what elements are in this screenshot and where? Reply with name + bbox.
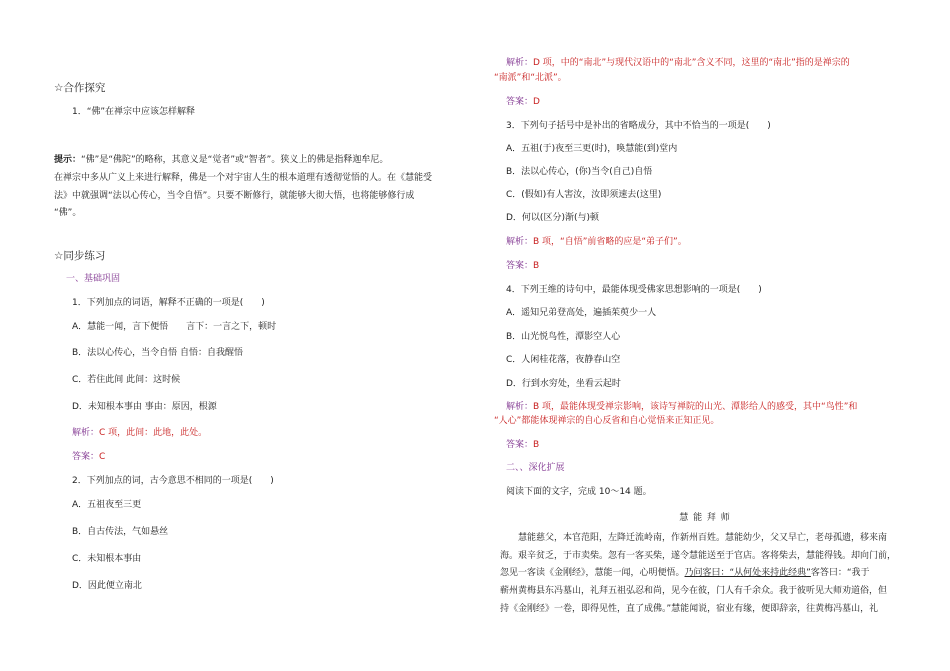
hint-line-4: “佛”。 [54, 208, 82, 218]
exercise-4-answer [506, 439, 539, 451]
exercise-4-analysis-line-1 [506, 401, 857, 413]
hint-line-3: 法》中就强调“法以心传心，当令自悟”。只要不断修行，就能够大彻大悟，也将能够修行成 [54, 191, 415, 201]
reading-intro: 阅读下面的文字，完成 10～14 题。 [506, 487, 652, 497]
hint-label: 提示： [54, 155, 82, 165]
question-1: 1．“佛”在禅宗中应该怎样解释 [72, 107, 196, 117]
analysis-label: 解析： [506, 402, 534, 412]
exercise-3-question: 3．下列句子括号中是补出的省略成分，其中不恰当的一项是( ) [506, 121, 771, 131]
exercise-2-question: 2．下列加点的词，古今意思不相同的一项是( ) [72, 476, 274, 486]
answer-text: B [533, 440, 540, 450]
exercise-4-option-b: B．山光悦鸟性，潭影空人心 [506, 332, 621, 342]
exercise-2-option-d: D．因此便立南北 [72, 581, 142, 591]
exercise-3-option-b: B．法以心传心，(你)当令(自己)自悟 [506, 167, 653, 177]
passage-underlined-sentence: 乃问客曰：“从何处来持此经典” [684, 568, 811, 578]
hint-text-1: “佛”是“佛陀”的略称，其意义是“觉者”或“智者”。狭义上的佛是指释迦牟尼。 [81, 155, 389, 165]
exercise-2-option-c: C．未知根本事由 [72, 554, 142, 564]
section-cooperative-inquiry: ☆合作探究 [54, 82, 106, 94]
exercise-1-question: 1．下列加点的词语，解释不正确的一项是( ) [72, 298, 265, 308]
exercise-1-option-d: D．未知根本事由 事由：原因，根源 [72, 402, 217, 412]
answer-label: 答案： [506, 261, 534, 271]
exercise-3-analysis [506, 236, 687, 248]
analysis-text: B 项，“自悟”前省略的应是“弟子们”。 [533, 237, 687, 247]
exercise-4-question: 4．下列王维的诗句中，最能体现受佛家思想影响的一项是( ) [506, 285, 762, 295]
answer-text: C [99, 452, 106, 462]
passage-line-2: 海。艰辛贫乏，于市卖柴。忽有一客买柴，遂令慧能送至于官店。客将柴去，慧能得钱。却向门前， [500, 551, 897, 561]
exercise-2-option-a: A．五祖夜至三更 [72, 500, 142, 510]
analysis-text: C 项，此间：此地，此处。 [99, 428, 208, 438]
exercise-2-analysis-line-2: “南派”和“北派”。 [494, 73, 567, 83]
analysis-text: D 项，中的“南北”与现代汉语中的“南北”含义不同，这里的“南北”指的是禅宗的 [533, 58, 850, 68]
answer-label: 答案： [506, 97, 534, 107]
passage-line-3-start: 忽见一客读《金刚经》，慧能一闻，心明便悟。 [500, 568, 685, 578]
exercise-1-option-b: B．法以心传心，当令自悟 自悟：自我醒悟 [72, 348, 244, 358]
exercise-4-option-c: C．人闲桂花落，夜静春山空 [506, 355, 621, 365]
exercise-1-analysis [72, 427, 207, 439]
hint-line-1 [54, 154, 388, 166]
analysis-label: 解析： [506, 237, 534, 247]
exercise-2-answer [506, 96, 540, 108]
answer-label: 答案： [506, 440, 534, 450]
passage-line-3 [500, 567, 870, 579]
exercise-2-option-b: B．自古传法，气如悬丝 [72, 527, 169, 537]
passage-line-1: 慧能慈父，本官范阳，左降迁流岭南，作新州百姓。慧能幼少，父又早亡，老母孤遗，移来南 [518, 533, 888, 543]
subsection-basic: 一、基础巩固 [66, 274, 121, 284]
answer-text: B [533, 261, 540, 271]
exercise-1-option-c: C．若住此间 此间：这时候 [72, 375, 181, 385]
exercise-3-answer [506, 260, 539, 272]
passage-line-4: 蕲州黄梅县东冯墓山，礼拜五祖弘忍和尚，见今在彼，门人有千余众。我于彼听见大师劝道俗，但 [500, 586, 888, 596]
passage-line-3-end: 客答曰：“我于 [810, 568, 870, 578]
answer-text: D [533, 97, 540, 107]
exercise-2-analysis-line-1 [506, 57, 850, 69]
exercise-3-option-a: A．五祖(于)夜至三更(时)，唤慧能(到)堂内 [506, 144, 678, 154]
hint-line-2: 在禅宗中多从广义上来进行解释，佛是一个对宇宙人生的根本道理有透彻觉悟的人。在《慧能受 [54, 173, 433, 183]
passage-line-5: 持《金刚经》一卷，即得见性，直了成佛。”慧能闻说，宿业有缘，便即辞亲，往黄梅冯墓山，礼 [500, 604, 879, 614]
passage-title: 慧 能 拜 师 [679, 513, 731, 523]
exercise-1-option-a: A．慧能一闻，言下便悟 言下：一言之下，顿时 [72, 322, 277, 332]
section-sync-practice: ☆同步练习 [54, 250, 106, 262]
analysis-label: 解析： [72, 428, 100, 438]
exercise-4-analysis-line-2: “人心”都能体现禅宗的自心反省和自心觉悟来正知正见。 [494, 416, 720, 426]
exercise-1-answer [72, 451, 105, 463]
subsection-extension: 二、、深化扩展 [506, 463, 565, 473]
answer-label: 答案： [72, 452, 100, 462]
exercise-3-option-c: C．(假如)有人害汝，汝即须速去(这里) [506, 190, 662, 200]
analysis-label: 解析： [506, 58, 534, 68]
exercise-4-option-d: D．行到水穷处，坐看云起时 [506, 379, 621, 389]
exercise-3-option-d: D．何以(区分)渐(与)顿 [506, 213, 599, 223]
analysis-text: B 项，最能体现受禅宗影响，该诗写禅院的山光、潭影给人的感受，其中“鸟性”和 [533, 402, 858, 412]
exercise-4-option-a: A．遥知兄弟登高处，遍插茱萸少一人 [506, 308, 657, 318]
